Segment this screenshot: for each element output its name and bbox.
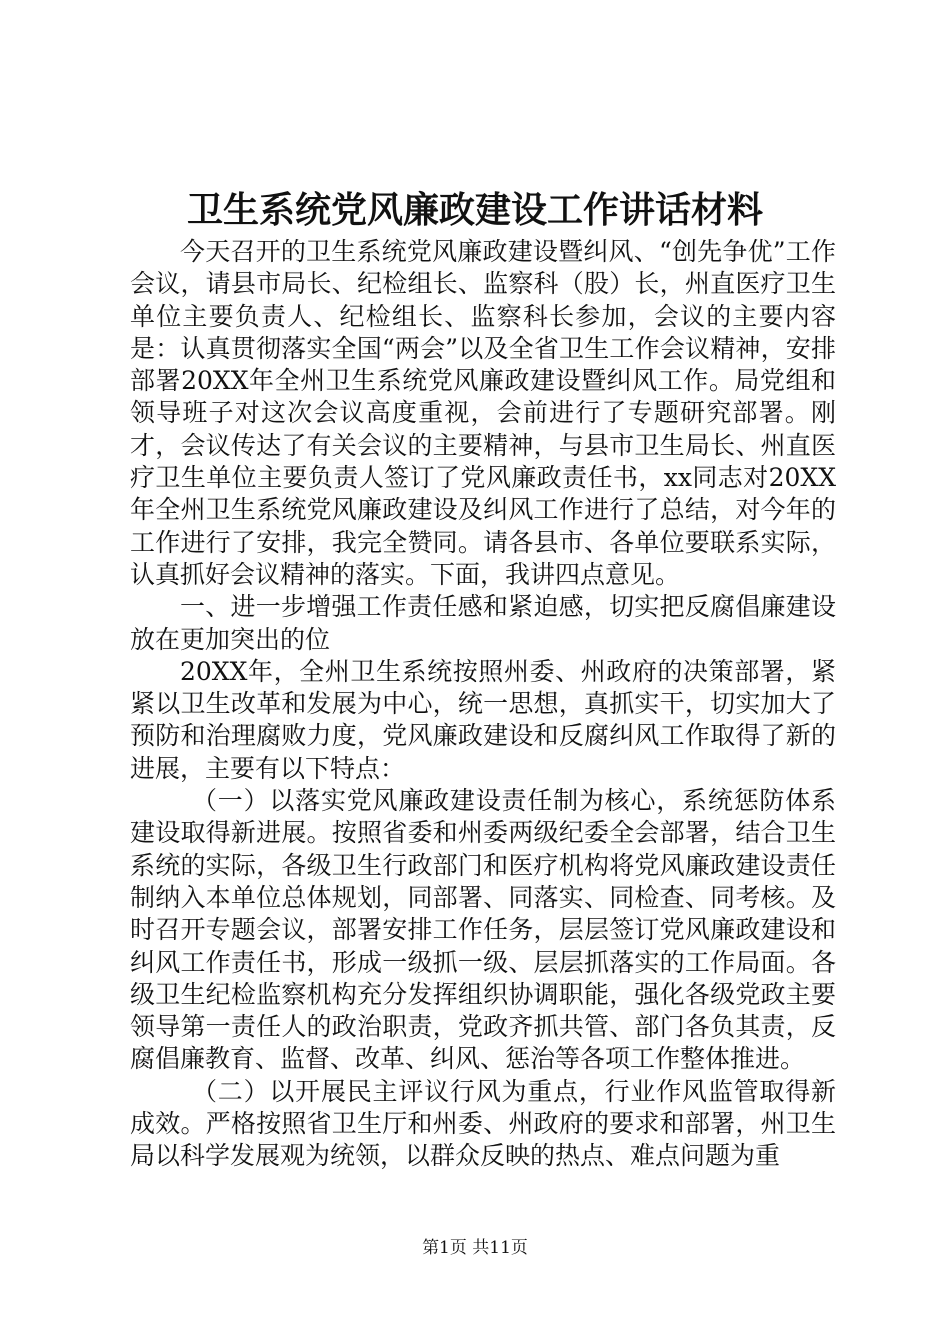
paragraph-summary: 20XX年，全州卫生系统按照州委、州政府的决策部署，紧紧以卫生改革和发展为中心，统一思想，真抓实干，切实加大了预防和治理腐败力度，党风廉政建设和反腐纠风工作取得了新的进展，主要有以下特点： bbox=[130, 656, 836, 783]
section-heading-1: 一、进一步增强工作责任感和紧迫感，切实把反腐倡廉建设放在更加突出的位 bbox=[130, 592, 836, 654]
document-body bbox=[130, 236, 836, 1173]
page-number-footer: 第1页 共11页 bbox=[422, 1238, 528, 1258]
paragraph-point-1: （一）以落实党风廉政建设责任制为核心，系统惩防体系建设取得新进展。按照省委和州委两级纪委全会部署，结合卫生系统的实际，各级卫生行政部门和医疗机构将党风廉政建设责任制纳入本单位总体规划，同部署、同落实、同检查、同考核。及时召开专题会议，部署安排工作任务，层层签订党风廉政建设和纠风工作责任书，形成一级抓一级、层层抓落实的工作局面。各级卫生纪检监察机构充分发挥组织协调职能，强化各级党政主要领导第一责任人的政治职责，党政齐抓共管、部门各负其责，反腐倡廉教育、监督、改革、纠风、惩治等各项工作整体推进。 bbox=[130, 786, 836, 1074]
paragraph-intro: 今天召开的卫生系统党风廉政建设暨纠风、“创先争优”工作会议，请县市局长、纪检组长、监察科（股）长，州直医疗卫生单位主要负责人、纪检组长、监察科长参加，会议的主要内容是：认真贯彻落实全国“两会”以及全省卫生工作会议精神，安排部署20XX年全州卫生系统党风廉政建设暨纠风工作。局党组和领导班子对这次会议高度重视，会前进行了专题研究部署。刚才，会议传达了有关会议的主要精神，与县市卫生局长、州直医疗卫生单位主要负责人签订了党风廉政责任书，xx同志对20XX年全州卫生系统党风廉政建设及纠风工作进行了总结，对今年的工作进行了安排，我完全赞同。请各县市、各单位要联系实际，认真抓好会议精神的落实。下面，我讲四点意见。 bbox=[130, 237, 836, 589]
paragraph-point-2: （二）以开展民主评议行风为重点，行业作风监管取得新成效。严格按照省卫生厅和州委、州政府的要求和部署，州卫生局以科学发展观为统领，以群众反映的热点、难点问题为重 bbox=[130, 1076, 836, 1171]
document-title: 卫生系统党风廉政建设工作讲话材料 bbox=[186, 189, 763, 231]
